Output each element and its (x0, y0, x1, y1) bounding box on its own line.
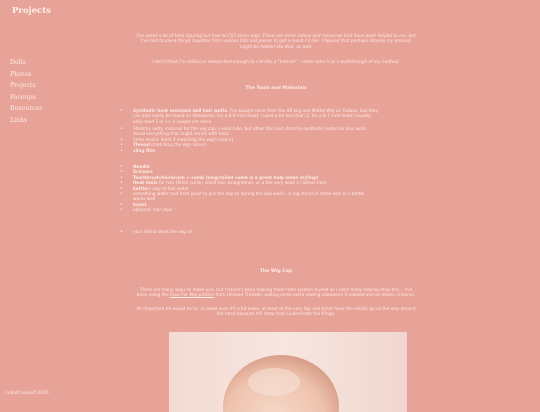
tools-heading: The Tools and Materials (245, 86, 307, 91)
wig-cap-photo-image (169, 332, 407, 412)
wigcap-paragraph-1 (116, 288, 436, 299)
item-text: for hair (6mm curler, small hair straightener, or a the very least a clothes iron) (157, 181, 327, 187)
list-item (116, 149, 436, 154)
item-bold: Synthetic heat resistant doll hair wefts (133, 109, 228, 114)
tools-wrap (116, 197, 453, 202)
wigcap-line: An important bit would be to: a) make sure it's a bit loose, at least at the very top and b)not have the elastic go all the way around (136, 307, 416, 312)
intro-line: might be helpful like that, as well. (239, 44, 313, 50)
item-text: . I've bought mine from Yan 80 wig and Mattel Wig on Taobao, but they (227, 109, 379, 114)
item-text: /a way to boil water (147, 186, 190, 192)
faux-fur-wig-pattern-link[interactable]: Faux Fur Wig pattern (170, 293, 215, 299)
nav-item-dolls[interactable]: Dolls (10, 59, 26, 66)
main-content (116, 34, 436, 318)
item-text: your doll to work the wig on (133, 230, 193, 235)
wig-cap-photo (169, 332, 407, 412)
intro-paragraph-1 (116, 34, 436, 50)
intro-line: I've had to piece things together from various bits and pieces to get a result I'd like. I figured that perhaps sharing my process (141, 39, 411, 45)
wigcap-line: from Undead Threads, adding some extra sewing allowance if needed and an elastic channel. (214, 293, 416, 299)
wigcap-line: There are many ways to make one, but I haven't been making them from scratch myself so I can't really step-by-step this... I've (139, 288, 413, 293)
nav-item-faceups[interactable]: Faceups (10, 93, 36, 101)
materials-wrap-2 (116, 132, 453, 137)
intro-paragraph-2: I don't think I'm skilled or researched enough to call this a "tutorial" - rather take it as a walkthrough of my method. (152, 60, 400, 65)
item-text: can also easily be found on Aliexpress. For a 8-9 inch head, I used a bit less than 2, for a 6-7 inch head I usually (133, 114, 372, 120)
sidebar-nav (10, 57, 42, 126)
item-text: works well (133, 197, 156, 203)
item-text: 5mm elastic (best if matching the wig's colour) (133, 138, 234, 143)
wigcap-paragraph-2 (116, 307, 436, 318)
list-item (116, 230, 436, 235)
nav-item-photos[interactable]: Photos (10, 70, 32, 78)
item-bold: kettle (133, 186, 147, 192)
site-title[interactable]: Projects (12, 6, 51, 16)
doll-list (116, 230, 436, 235)
materials-list-3 (116, 138, 436, 154)
intro-line: I've spent a lot of time figuring out how to CSY seam wigs. There are some videos and resources that have been helpful to me, but (136, 34, 416, 39)
item-bold: Needle (133, 165, 150, 170)
item-bold: towel (133, 203, 147, 208)
item-text: Avoid everything that might shrink with heat. (133, 132, 230, 138)
item-bold: cling film (133, 148, 156, 154)
tools-list-2 (116, 203, 436, 214)
wigcap-line: the head because it'll show from underneath the fringe. (216, 312, 336, 318)
item-bold: Toothbrush/hairbrush + comb (long-tailed comb is a great help when styling) (133, 175, 319, 181)
item-text: something water and heat proof to put the wig on during the boil wash - a wig stand of some sort or a bottle (133, 192, 365, 198)
materials-wrap (116, 114, 453, 125)
item-bold: Heat tools (133, 181, 158, 187)
nav-item-projects[interactable]: Projects (10, 82, 36, 89)
item-bold: Thread (133, 143, 150, 149)
tools-list (116, 165, 436, 197)
nav-item-resources[interactable]: Resources (10, 105, 43, 112)
item-text: (matching the wig colour) (149, 143, 207, 149)
item-text: only need 1 or 1+ a couple cm extra. (133, 119, 213, 125)
footer-text: CobaltCoolsoft 2026 (5, 391, 49, 396)
item-bold: Scissors (133, 170, 153, 176)
item-text: Stretchy netty material for the wig cap. I used tulle, but other thin and stretchy synthetic materials also work. (133, 127, 368, 132)
nav-item-links[interactable]: Links (10, 116, 27, 124)
item-text: optional: hair clips (133, 208, 173, 214)
list-item (116, 208, 436, 213)
wigcap-line: been using the (136, 293, 171, 299)
wigcap-heading: The Wig Cap (259, 269, 293, 274)
